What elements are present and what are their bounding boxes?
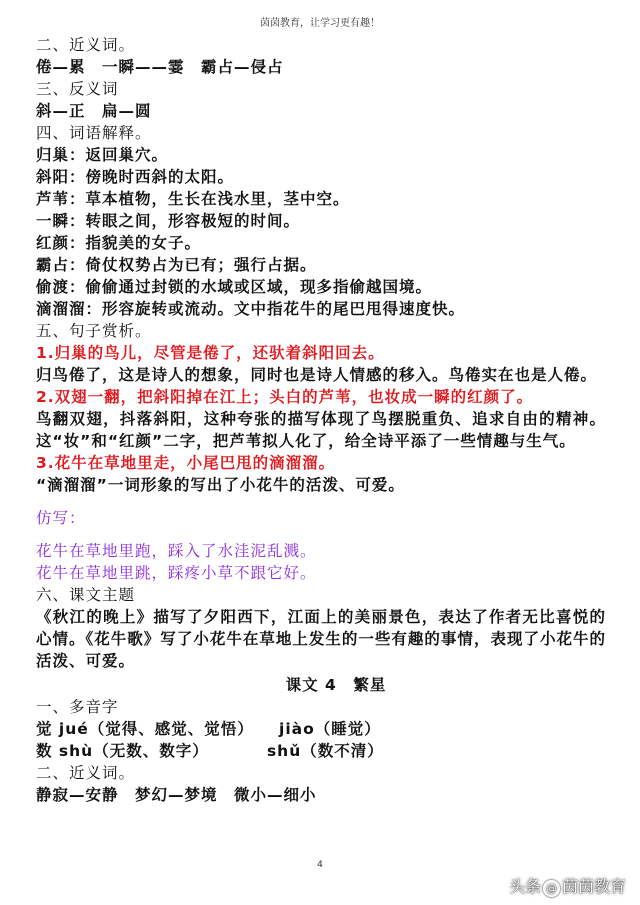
section-heading: 二、近义词。 <box>36 36 136 54</box>
section-heading: 一、多音字 <box>36 698 119 716</box>
synonym-line: 静寂—安静 梦幻—梦境 微小—细小 <box>36 786 317 804</box>
section-heading: 五、句子赏析。 <box>36 322 152 340</box>
analysis-paragraph: “滴溜溜”一词形象的写出了小花牛的活泼、可爱。 <box>36 476 405 494</box>
watermark-name: 茵茵教育 <box>561 877 626 896</box>
definition-line: 斜阳：傍晚时西斜的太阳。 <box>36 168 235 186</box>
imitation-sentence: 花牛在草地里跑，踩入了水洼泥乱溅。 <box>36 542 317 560</box>
page-number: 4 <box>317 860 323 870</box>
definition-line: 滴溜溜：形容旋转或流动。文中指花牛的尾巴甩得速度快。 <box>36 300 466 318</box>
key-sentence: 2.双翅一翻，把斜阳掉在江上；头白的芦苇，也妆成一瞬的红颜了。 <box>36 388 534 406</box>
section-heading: 二、近义词。 <box>36 764 136 782</box>
text-line: 斜—正 扁—圆 <box>36 102 152 120</box>
definition-line: 归巢：返回巢穴。 <box>36 146 169 164</box>
polyphone-line: 数 shù（无数、数字） shǔ（数不清） <box>36 742 384 760</box>
definition-line: 芦苇：草本植物，生长在浅水里，茎中空。 <box>36 190 350 208</box>
key-sentence: 3.花牛在草地里走，小尾巴甩的滴溜溜。 <box>36 454 336 472</box>
imitation-sentence: 花牛在草地里跳，踩疼小草不跟它好。 <box>36 564 317 582</box>
page-header: 茵茵教育，让学习更有趣！ <box>260 18 380 29</box>
key-sentence: 1.归巢的鸟儿，尽管是倦了，还驮着斜阳回去。 <box>36 344 385 362</box>
definition-line: 一瞬：转眼之间，形容极短的时间。 <box>36 212 301 230</box>
section-heading: 六、课文主题 <box>36 586 136 604</box>
at-icon: @ <box>543 880 560 897</box>
theme-paragraph: 《秋江的晚上》描写了夕阳西下，江面上的美丽景色，表达了作者无比喜悦的心情。《花牛歌》写了小花牛在草地上发生的一些有趣的事情，表现了小花牛的活泼、可爱。 <box>36 608 606 670</box>
definition-line: 霸占：倚仗权势占为已有；强行占据。 <box>36 256 317 274</box>
analysis-paragraph: 归鸟倦了，这是诗人的想象，同时也是诗人情感的移入。鸟倦实在也是人倦。 <box>36 366 598 384</box>
document-body <box>36 34 606 806</box>
polyphone-line: 觉 jué（觉得、感觉、觉悟） jiào（睡觉） <box>36 720 381 738</box>
text-line: 倦—累 一瞬——霎 霸占—侵占 <box>36 58 284 76</box>
watermark <box>509 874 626 897</box>
lesson-title: 课文 4 繁星 <box>285 676 387 694</box>
imitation-heading: 仿写： <box>36 509 86 527</box>
section-heading: 三、反义词 <box>36 80 119 98</box>
analysis-paragraph: 鸟翻双翅，抖落斜阳，这种夸张的描写体现了鸟摆脱重负、追求自由的精神。这“妆”和“红颜”二字，把芦苇拟人化了，给全诗平添了一些情趣与生气。 <box>36 410 606 450</box>
section-heading: 四、词语解释。 <box>36 124 152 142</box>
definition-line: 红颜：指貌美的女子。 <box>36 234 202 252</box>
definition-line: 偷渡：偷偷通过封锁的水域或区域，现多指偷越国境。 <box>36 278 433 296</box>
watermark-prefix: 头条 <box>508 877 541 896</box>
